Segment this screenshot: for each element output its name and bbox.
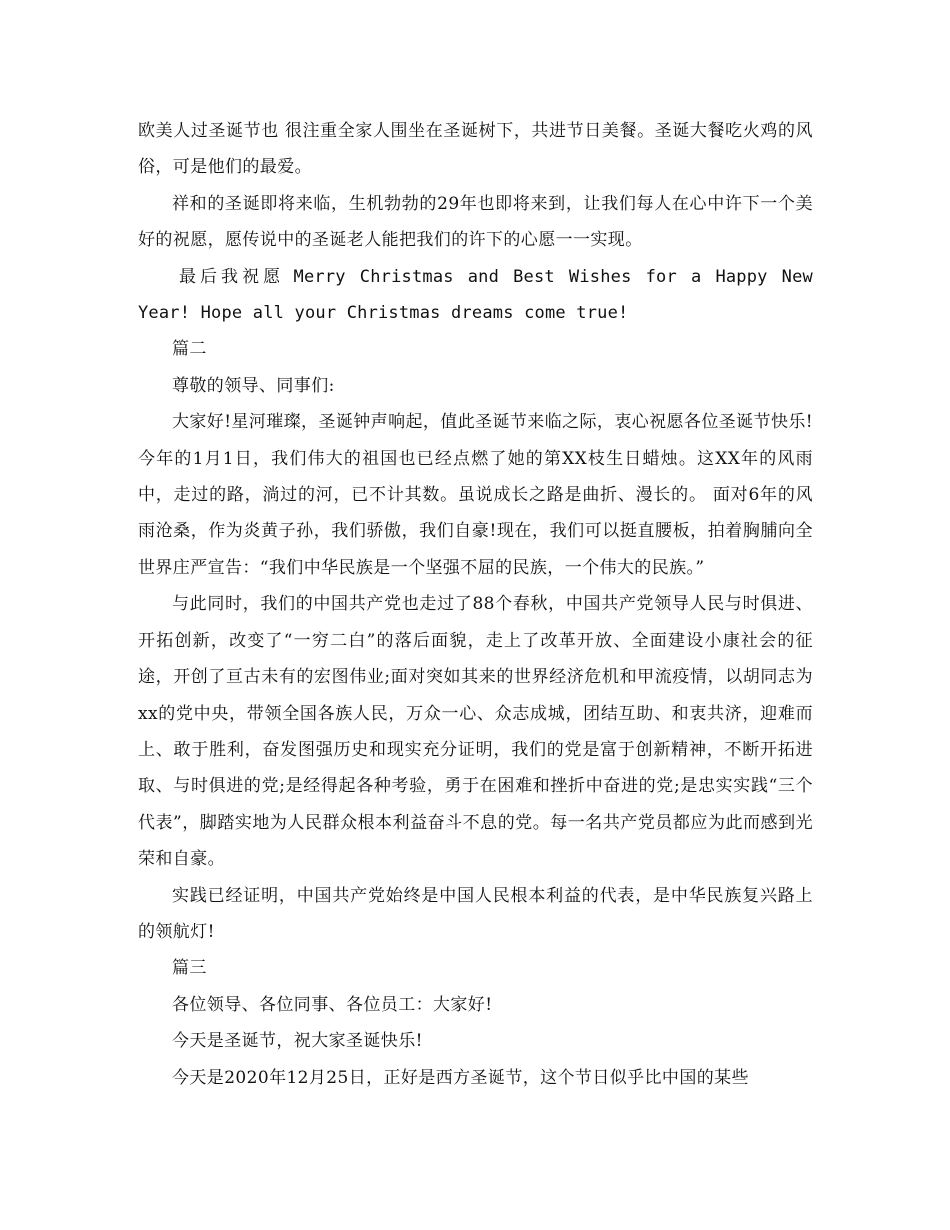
document-body xyxy=(138,113,813,1096)
final-wish-chinese: 最后我祝愿 xyxy=(179,266,294,287)
paragraph-greeting-2: 大家好!星河璀璨，圣诞钟声响起，值此圣诞节来临之际，衷心祝愿各位圣诞节快乐!今年的1月1日，我们伟大的祖国也已经点燃了她的第XX枝生日蜡烛。这XX年的风雨中，走过的路，淌过的河，已不计其数。虽说成长之路是曲折、漫长的。 面对6年的风雨沧桑，作为炎黄子孙，我们骄傲，我们自豪!现在，我们可以挺直腰板，拍着胸脯向全世界庄严宣告：“我们中华民族是一个坚强不屈的民族，一个伟大的民族。” xyxy=(138,412,813,578)
paragraph-christmas-dinner: 欧美人过圣诞节也 很注重全家人围坐在圣诞树下，共进节日美餐。圣诞大餐吃火鸡的风俗，可是他们的最爱。 xyxy=(138,121,813,178)
final-wish-english: Merry Christmas and Best Wishes for a Happy New Year! Hope all your Christmas dreams come true! xyxy=(138,266,813,324)
paragraph-final-wish xyxy=(138,259,813,332)
section-heading-2: 篇二 xyxy=(172,339,207,360)
salutation-3: 各位领导、各位同事、各位员工：大家好! xyxy=(172,994,493,1015)
paragraph-party-history: 与此同时，我们的中国共产党也走过了88个春秋，中国共产党领导人民与时俱进、开拓创新，改变了“一穷二白”的落后面貌，走上了改革开放、全面建设小康社会的征途，开创了亘古未有的宏图伟业;面对突如其来的世界经济危机和甲流疫情，以胡同志为xx的党中央，带领全国各族人民，万众一心、众志成城，团结互助、和衷共济，迎难而上、敢于胜利，奋发图强历史和现实充分证明，我们的党是富于创新精神，不断开拓进取、与时俱进的党;是经得起各种考验，勇于在困难和挫折中奋进的党;是忠实实践“三个代表”，脚踏实地为人民群众根本利益奋斗不息的党。每一名共产党员都应为此而感到光荣和自豪。 xyxy=(138,594,813,870)
paragraph-christmas-wish: 祥和的圣诞即将来临，生机勃勃的29年也即将来到，让我们每人在心中许下一个美好的祝愿，愿传说中的圣诞老人能把我们的许下的心愿一一实现。 xyxy=(138,193,813,251)
paragraph-practice-proven: 实践已经证明，中国共产党始终是中国人民根本利益的代表，是中华民族复兴路上的领航灯! xyxy=(138,885,813,942)
section-heading-3: 篇三 xyxy=(172,958,207,979)
paragraph-date-intro: 今天是2020年12月25日，正好是西方圣诞节，这个节日似乎比中国的某些 xyxy=(172,1067,749,1088)
salutation-2: 尊敬的领导、同事们: xyxy=(172,375,335,396)
paragraph-merry-christmas: 今天是圣诞节，祝大家圣诞快乐! xyxy=(172,1031,423,1052)
